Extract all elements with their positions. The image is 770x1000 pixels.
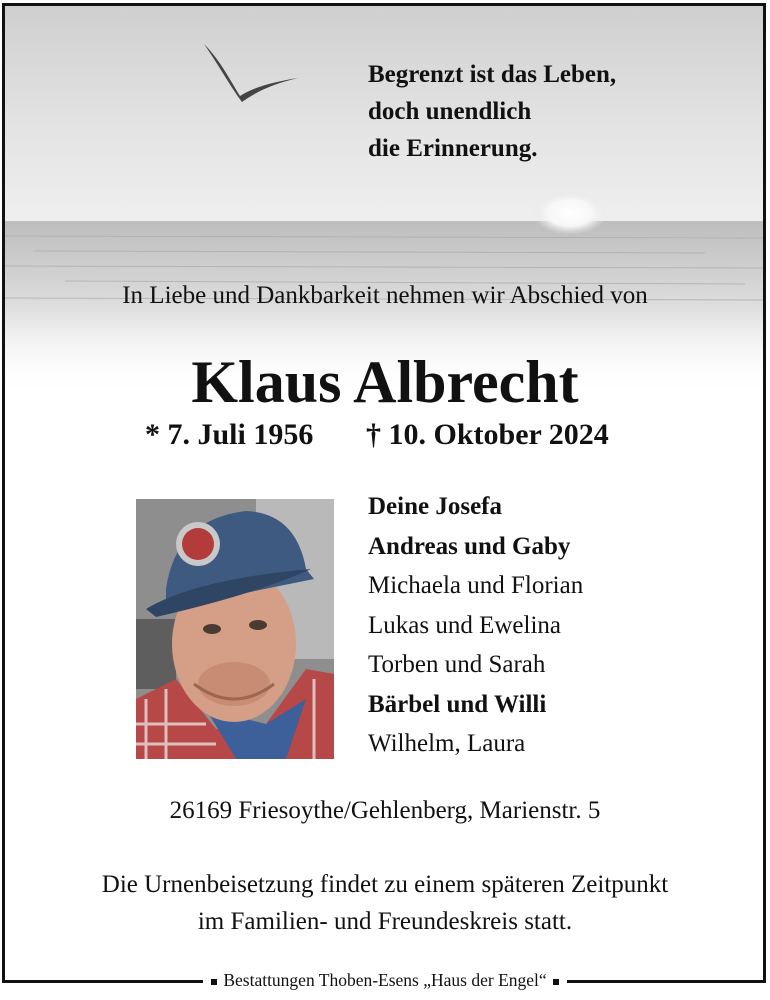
notice-line: im Familien- und Freundeskreis statt. xyxy=(197,908,573,935)
mourner-name: Bärbel und Willi xyxy=(368,690,547,718)
mourner-name: Michaela und Florian xyxy=(368,572,584,599)
mourner-name: Torben und Sarah xyxy=(368,651,546,678)
square-bullet-icon xyxy=(211,979,217,985)
square-bullet-icon xyxy=(553,979,559,985)
funeral-home-name: Bestattungen Thoben-Esens „Haus der Engel“ xyxy=(223,970,547,990)
notice-line: Die Urnenbeisetzung findet zu einem späteren Zeitpunkt xyxy=(101,871,669,898)
mourner-name: Deine Josefa xyxy=(368,493,502,520)
mourners-list xyxy=(368,487,583,764)
quote-line: die Erinnerung. xyxy=(368,135,538,162)
footer xyxy=(0,970,770,991)
mourner-name: Wilhelm, Laura xyxy=(368,730,526,757)
quote-line: Begrenzt ist das Leben, xyxy=(368,61,617,88)
quote-line: doch unendlich xyxy=(368,98,532,125)
deceased-name: Klaus Albrecht xyxy=(191,349,579,415)
portrait-photo xyxy=(136,499,334,759)
address: 26169 Friesoythe/Gehlenberg, Marienstr. 5 xyxy=(169,797,601,824)
intro-text: In Liebe und Dankbarkeit nehmen wir Abschied von xyxy=(122,282,648,309)
birth-date: * 7. Juli 1956 xyxy=(145,418,314,451)
mourner-name: Lukas und Ewelina xyxy=(368,611,562,639)
mourner-name: Andreas und Gaby xyxy=(368,532,571,560)
memorial-quote xyxy=(368,56,616,167)
death-date: † 10. Oktober 2024 xyxy=(366,418,609,451)
funeral-notice xyxy=(0,866,770,940)
footer-label xyxy=(203,970,567,991)
